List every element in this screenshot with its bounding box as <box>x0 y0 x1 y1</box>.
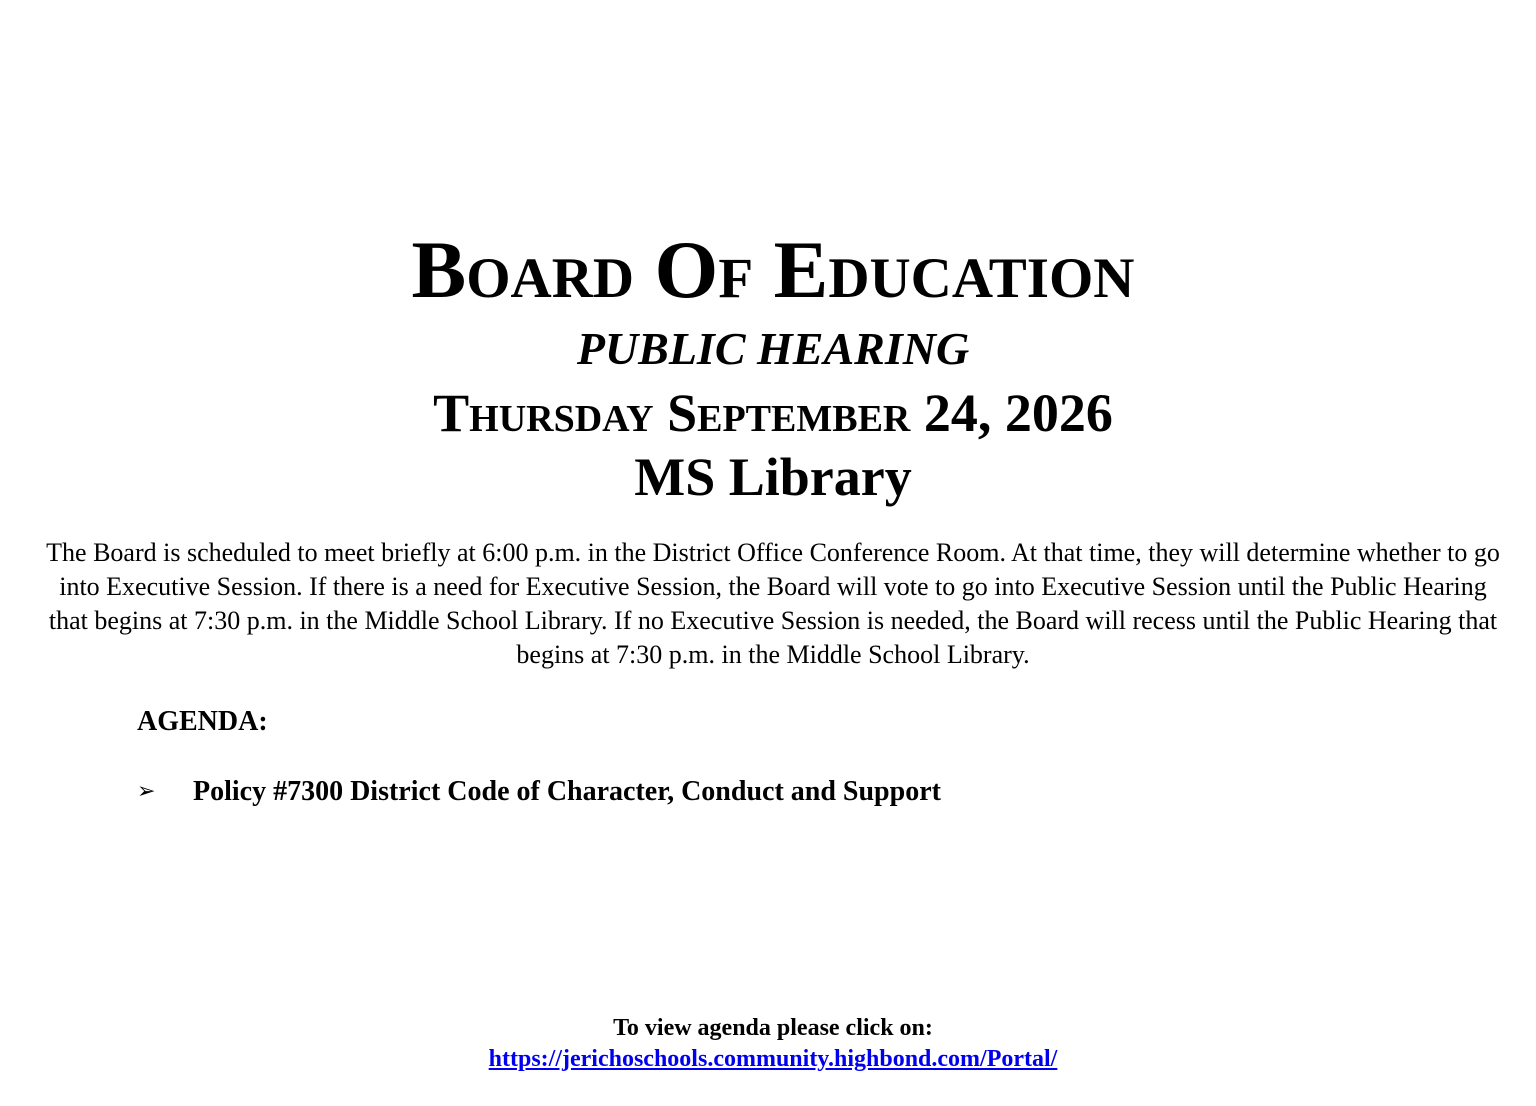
agenda-item <box>137 774 941 810</box>
agenda-portal-link[interactable]: https://jerichoschools.community.highbond.com/Portal/ <box>488 1046 1058 1072</box>
footer-link-container <box>0 1043 1536 1075</box>
arrowhead-bullet-icon: ➢ <box>137 779 156 804</box>
meeting-date: Thursday September 24, 2026 <box>433 383 1113 443</box>
page-subtitle: PUBLIC HEARING <box>576 323 970 374</box>
page-title: Board Of Education <box>411 224 1135 315</box>
intro-paragraph: The Board is scheduled to meet briefly at 6:00 p.m. in the District Office Conference Room. At that time, they will determine whether to go into Executive Session. If there is a need for Executive Session, the Board will vote to go into Executive Session until the Public Hearing that begins at 7:30 p.m. in the Middle School Library. If no Executive Session is needed, the Board will recess until the Public Hearing that begins at 7:30 p.m. in the Middle School Library. <box>46 538 1500 669</box>
agenda-heading: AGENDA: <box>137 706 268 737</box>
meeting-location: MS Library <box>634 447 912 507</box>
agenda-list <box>137 774 941 810</box>
agenda-item-label: Policy #7300 District Code of Character, Conduct and Support <box>193 776 941 807</box>
footer-label: To view agenda please click on: <box>613 1015 933 1041</box>
